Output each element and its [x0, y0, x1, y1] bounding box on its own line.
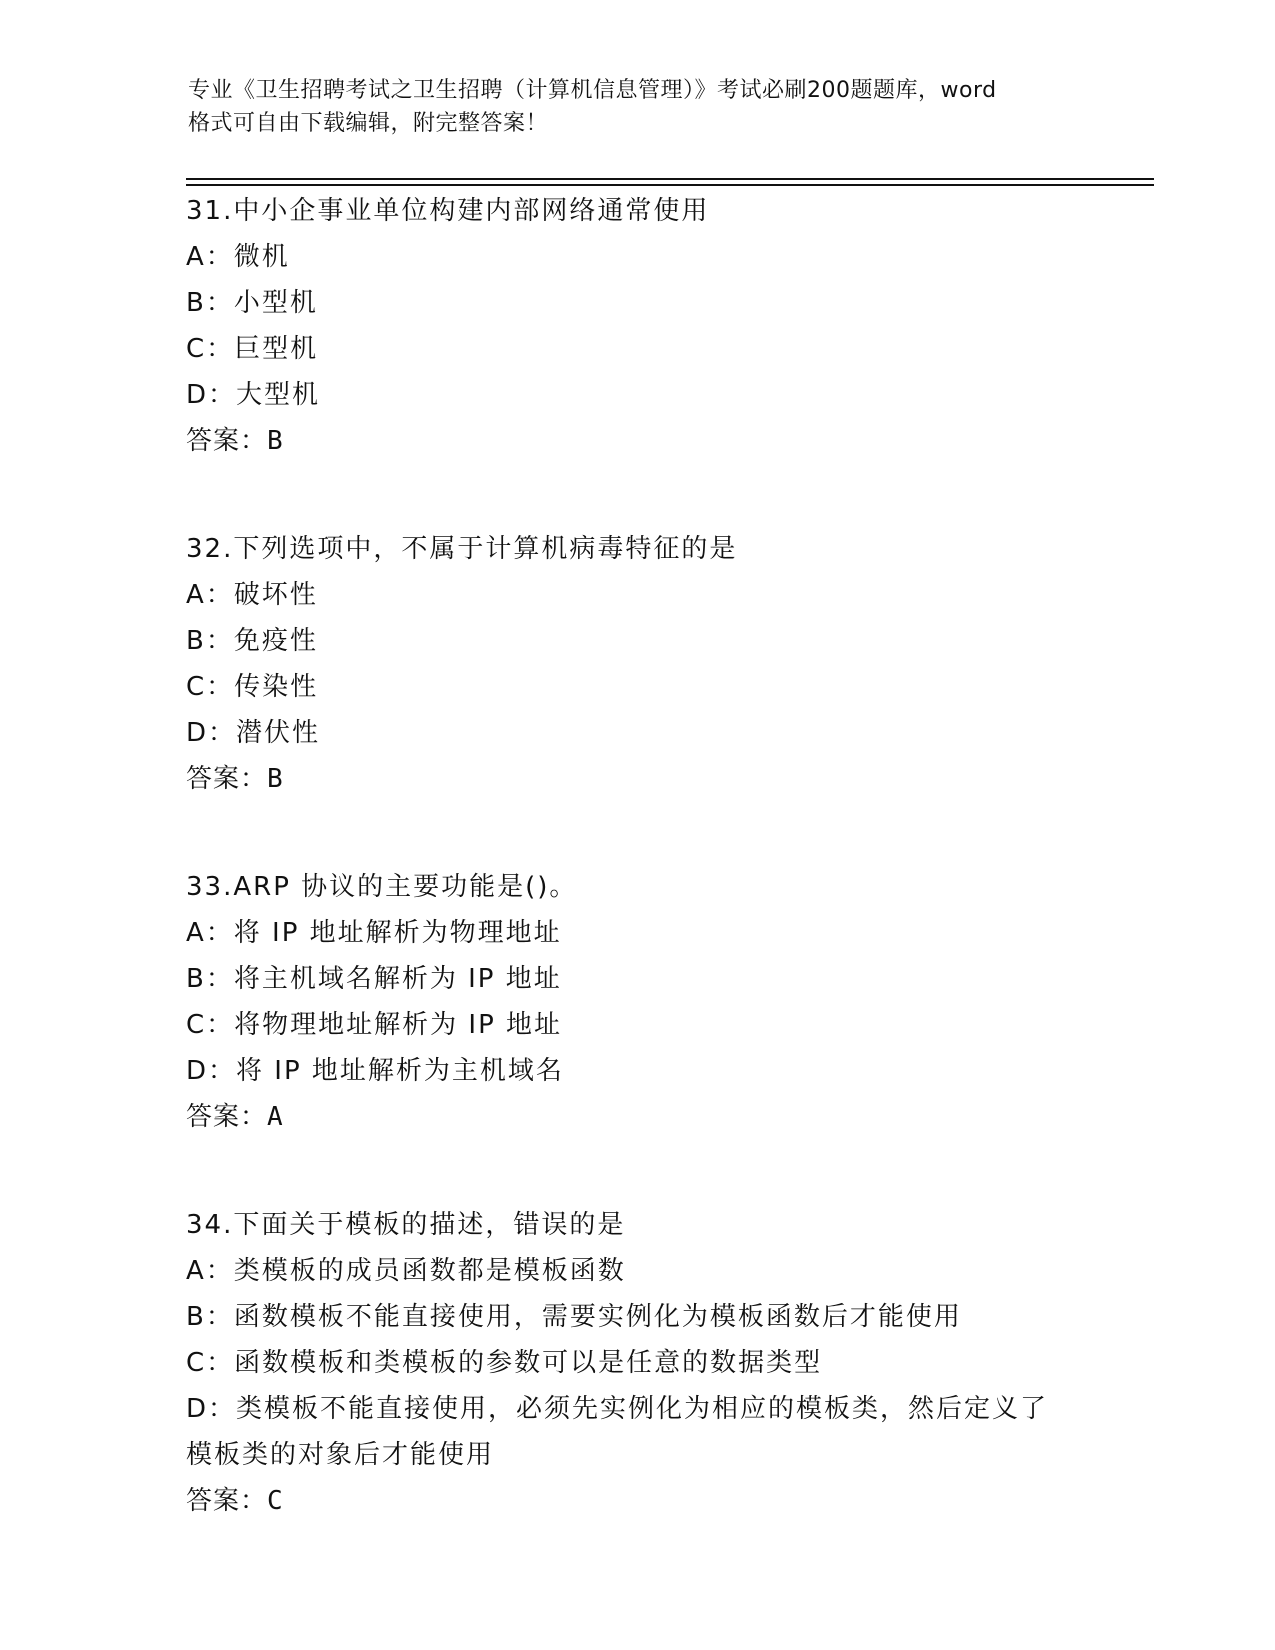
document-header	[188, 74, 1088, 140]
option-a: A：将 IP 地址解析为物理地址	[186, 918, 562, 948]
option-d: D：将 IP 地址解析为主机域名	[186, 1056, 564, 1086]
answer-line: 答案：B	[186, 426, 284, 456]
question-32	[186, 526, 1146, 802]
header-divider-bottom	[186, 184, 1154, 186]
question-stem: 34.下面关于模板的描述，错误的是	[186, 1210, 626, 1240]
option-b: B：将主机域名解析为 IP 地址	[186, 964, 562, 994]
option-d: D：大型机	[186, 380, 321, 410]
option-c: C：函数模板和类模板的参数可以是任意的数据类型	[186, 1348, 823, 1378]
option-c: C：巨型机	[186, 334, 319, 364]
option-c: C：将物理地址解析为 IP 地址	[186, 1010, 563, 1040]
option-d: D：类模板不能直接使用，必须先实例化为相应的模板类，然后定义了	[186, 1394, 1049, 1424]
option-b: B：函数模板不能直接使用，需要实例化为模板函数后才能使用	[186, 1302, 962, 1332]
answer-line: 答案：A	[186, 1102, 284, 1132]
option-b: B：小型机	[186, 288, 318, 318]
option-a: A：破坏性	[186, 580, 318, 610]
question-list	[186, 188, 1146, 1586]
option-b: B：免疫性	[186, 626, 318, 656]
question-stem: 33.ARP 协议的主要功能是()。	[186, 872, 578, 902]
header-title-line-2: 格式可自由下载编辑，附完整答案！	[188, 111, 549, 136]
header-title-line-1: 专业《卫生招聘考试之卫生招聘（计算机信息管理）》考试必刷200题题库，word	[188, 78, 997, 103]
option-a: A：微机	[186, 242, 290, 272]
option-a: A：类模板的成员函数都是模板函数	[186, 1256, 626, 1286]
question-stem: 31.中小企事业单位构建内部网络通常使用	[186, 196, 710, 226]
answer-line: 答案：C	[186, 1486, 284, 1516]
header-divider-top	[186, 178, 1154, 180]
question-34	[186, 1202, 1146, 1524]
question-31	[186, 188, 1146, 464]
option-d: D：潜伏性	[186, 718, 321, 748]
answer-line: 答案：B	[186, 764, 284, 794]
option-c: C：传染性	[186, 672, 319, 702]
question-33	[186, 864, 1146, 1140]
option-d-continuation: 模板类的对象后才能使用	[186, 1440, 495, 1470]
question-stem: 32.下列选项中，不属于计算机病毒特征的是	[186, 534, 738, 564]
